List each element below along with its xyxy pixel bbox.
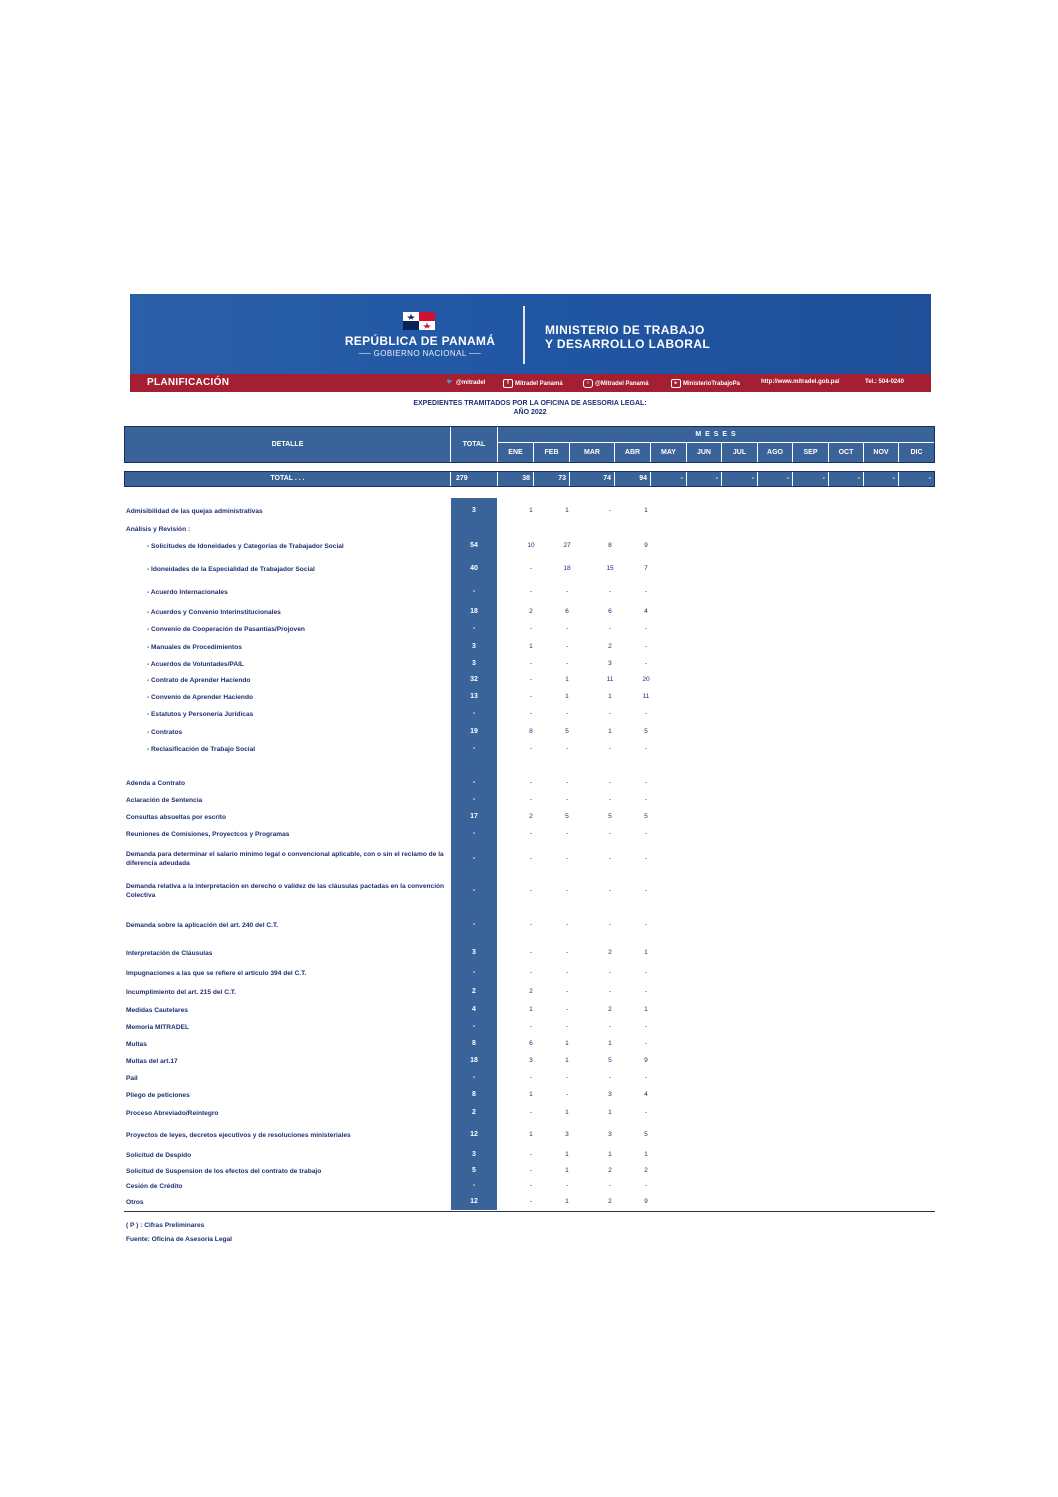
- table-bottom-rule: [124, 1211, 935, 1212]
- row-month-value: 15: [606, 565, 614, 572]
- section-label: PLANIFICACIÓN: [147, 377, 230, 388]
- row-month-value: -: [644, 796, 648, 803]
- row-month-value: 3: [608, 1131, 612, 1138]
- total-row-month-value: -: [864, 472, 898, 486]
- row-total: -: [472, 1074, 476, 1081]
- row-label: Incumplimiento del art. 215 del C.T.: [126, 989, 236, 996]
- row-month-value: -: [529, 887, 533, 894]
- row-month-value: 1: [608, 1109, 612, 1116]
- total-row-month-value: -: [829, 472, 863, 486]
- row-month-value: -: [529, 565, 533, 572]
- row-month-value: 2: [529, 813, 533, 820]
- row-month-value: -: [565, 625, 569, 632]
- row-label: - Idoneidades de la Especialidad de Trabajador Social: [147, 566, 315, 573]
- row-total: -: [472, 779, 476, 786]
- row-month-value: -: [529, 710, 533, 717]
- row-month-value: 1: [565, 1151, 569, 1158]
- row-month-value: 2: [529, 988, 533, 995]
- row-month-value: 1: [608, 1151, 612, 1158]
- row-month-value: 1: [565, 693, 569, 700]
- row-month-value: 4: [644, 1091, 648, 1098]
- row-month-value: 7: [644, 565, 648, 572]
- header-month-oct: OCT: [829, 443, 863, 462]
- row-month-value: 1: [608, 693, 612, 700]
- row-month-value: -: [644, 830, 648, 837]
- row-total: -: [472, 830, 476, 837]
- row-total: 18: [470, 608, 478, 615]
- row-month-value: -: [608, 1182, 612, 1189]
- row-month-value: -: [565, 855, 569, 862]
- row-month-value: -: [608, 1074, 612, 1081]
- row-month-value: 5: [608, 1057, 612, 1064]
- row-month-value: 5: [644, 1131, 648, 1138]
- banner-blue-band: [130, 294, 931, 374]
- row-month-value: -: [565, 949, 569, 956]
- row-month-value: -: [644, 643, 648, 650]
- total-row-month-value: 73: [534, 472, 569, 486]
- row-month-value: -: [565, 1006, 569, 1013]
- banner-divider: [523, 306, 525, 364]
- row-month-value: 9: [644, 1057, 648, 1064]
- row-label: Demanda sobre la aplicación del art. 240 del C.T.: [126, 922, 279, 929]
- row-total: 2: [472, 988, 476, 995]
- row-total: -: [472, 921, 476, 928]
- total-row-month-value: -: [758, 472, 792, 486]
- row-month-value: -: [644, 745, 648, 752]
- row-label: - Convenio de Cooperación de Pasantías/Projoven: [147, 626, 305, 633]
- row-month-value: -: [565, 643, 569, 650]
- row-label: Consultas absueltas por escrito: [126, 814, 227, 821]
- header-month-jul: JUL: [722, 443, 757, 462]
- phone-text: Tel.: 504-0240: [865, 379, 904, 385]
- row-month-value: 18: [563, 565, 571, 572]
- row-month-value: -: [565, 588, 569, 595]
- footnote-preliminary: ( P ) : Cifras Preliminares: [126, 1222, 205, 1229]
- row-label: Cesión de Crédito: [126, 1183, 183, 1190]
- row-label: Adenda a Contrato: [126, 780, 185, 787]
- header-month-sep: SEP: [793, 443, 828, 462]
- row-month-value: -: [529, 588, 533, 595]
- social-facebook[interactable]: [503, 379, 563, 388]
- report-year: AÑO 2022: [513, 409, 547, 416]
- row-label: - Acuerdos y Convenio Interinstitucionales: [147, 609, 281, 616]
- row-month-value: 1: [565, 1040, 569, 1047]
- social-twitter[interactable]: [446, 379, 485, 386]
- instagram-handle: @Mitradel Panamá: [595, 381, 649, 388]
- row-label: - Convenio de Aprender Haciendo: [147, 694, 254, 701]
- row-total: 17: [470, 813, 478, 820]
- row-month-value: -: [608, 745, 612, 752]
- row-month-value: -: [529, 1109, 533, 1116]
- banner-red-band: [130, 374, 931, 392]
- row-total: 8: [472, 1040, 476, 1047]
- row-label: Aclaración de Sentencia: [126, 797, 203, 804]
- header-month-abr: ABR: [615, 443, 650, 462]
- row-month-value: -: [565, 1091, 569, 1098]
- row-month-value: -: [644, 855, 648, 862]
- facebook-icon: f: [503, 379, 513, 388]
- row-total: 3: [472, 660, 476, 667]
- row-label: Medidas Cautelares: [126, 1007, 188, 1014]
- row-month-value: -: [565, 887, 569, 894]
- row-month-value: 5: [565, 728, 569, 735]
- row-month-value: 20: [642, 676, 650, 683]
- row-label: Proyectos de leyes, decretos ejecutivos y de resoluciones ministeriales: [126, 1132, 351, 1139]
- row-month-value: -: [529, 676, 533, 683]
- row-month-value: -: [644, 1023, 648, 1030]
- row-total: -: [472, 588, 476, 595]
- row-month-value: 3: [608, 660, 612, 667]
- row-month-value: 2: [608, 643, 612, 650]
- row-month-value: -: [565, 921, 569, 928]
- row-month-value: 1: [608, 728, 612, 735]
- row-total: 3: [472, 507, 476, 514]
- header-detalle: DETALLE: [125, 427, 450, 462]
- total-row-month-value: 38: [498, 472, 533, 486]
- row-month-value: 2: [529, 608, 533, 615]
- row-month-value: 1: [565, 1109, 569, 1116]
- row-month-value: -: [644, 969, 648, 976]
- row-month-value: 1: [565, 676, 569, 683]
- row-month-value: -: [608, 969, 612, 976]
- republica-text: REPÚBLICA DE PANAMÁ: [344, 334, 496, 348]
- row-month-value: -: [529, 969, 533, 976]
- header-month-jun: JUN: [687, 443, 721, 462]
- total-row-month-value: -: [722, 472, 757, 486]
- row-month-value: -: [608, 796, 612, 803]
- row-month-value: 6: [608, 608, 612, 615]
- row-label: Multas del art.17: [126, 1058, 178, 1065]
- ministerio-line2: Y DESARROLLO LABORAL: [545, 337, 711, 351]
- row-month-value: 9: [644, 1198, 648, 1205]
- row-month-value: 1: [565, 507, 569, 514]
- row-month-value: -: [608, 887, 612, 894]
- row-month-value: -: [644, 710, 648, 717]
- row-month-value: -: [529, 921, 533, 928]
- row-month-value: -: [608, 1023, 612, 1030]
- row-total: -: [472, 710, 476, 717]
- row-month-value: -: [529, 693, 533, 700]
- header-meses: M E S E S: [498, 427, 934, 442]
- row-month-value: 1: [529, 507, 533, 514]
- row-month-value: 2: [608, 1006, 612, 1013]
- row-month-value: -: [529, 1074, 533, 1081]
- row-month-value: 3: [529, 1057, 533, 1064]
- facebook-handle: Mitradel Panamá: [515, 381, 563, 388]
- row-label: Multas: [126, 1041, 147, 1048]
- row-month-value: 2: [608, 949, 612, 956]
- row-month-value: 4: [644, 608, 648, 615]
- row-month-value: -: [644, 921, 648, 928]
- youtube-handle: MinisterioTrabajoPa: [683, 381, 741, 388]
- row-month-value: 1: [644, 949, 648, 956]
- row-month-value: 1: [529, 643, 533, 650]
- row-label: - Reclasificación de Trabajo Social: [147, 746, 256, 753]
- row-total: 19: [470, 728, 478, 735]
- row-label: - Contratos: [147, 729, 183, 736]
- row-month-value: 1: [565, 1167, 569, 1174]
- row-total: 12: [470, 1131, 478, 1138]
- row-month-value: 5: [644, 728, 648, 735]
- row-total: -: [472, 855, 476, 862]
- row-month-value: -: [644, 779, 648, 786]
- youtube-icon: ▸: [671, 379, 681, 388]
- row-month-value: -: [529, 745, 533, 752]
- twitter-icon: 🐦: [446, 379, 454, 385]
- row-total: 32: [470, 676, 478, 683]
- row-month-value: -: [529, 855, 533, 862]
- total-column-band: [451, 498, 497, 1210]
- total-row-month-value: -: [651, 472, 686, 486]
- row-month-value: -: [608, 779, 612, 786]
- row-total: 12: [470, 1198, 478, 1205]
- row-label: Demanda para determinar el salario mínimo legal o convencional aplicable, con o sin el reclamo de la diferencia adeudada: [126, 851, 444, 867]
- row-month-value: -: [529, 660, 533, 667]
- row-month-value: -: [608, 988, 612, 995]
- row-label: Admisibilidad de las quejas administrativas: [126, 508, 263, 515]
- row-total: -: [472, 1182, 476, 1189]
- row-month-value: 1: [565, 1057, 569, 1064]
- row-total: 4: [472, 1006, 476, 1013]
- row-month-value: -: [565, 1074, 569, 1081]
- row-total: 40: [470, 565, 478, 572]
- row-month-value: 1: [529, 1006, 533, 1013]
- header-month-ene: ENE: [498, 443, 533, 462]
- row-label: - Manuales de Procedimientos: [147, 644, 242, 651]
- footnote-source: Fuente: Oficina de Asesoría Legal: [126, 1236, 233, 1243]
- row-month-value: -: [529, 1151, 533, 1158]
- header-month-feb: FEB: [534, 443, 569, 462]
- row-total: 8: [472, 1091, 476, 1098]
- row-label: Demanda relativa a la interpretación en derecho o validez de las cláusulas pactadas en la convención Colectiva: [126, 883, 445, 899]
- row-month-value: -: [644, 588, 648, 595]
- total-row-label: TOTAL . . .: [125, 472, 450, 486]
- row-month-value: 10: [527, 542, 535, 549]
- header-month-ago: AGO: [758, 443, 792, 462]
- row-month-value: 1: [644, 507, 648, 514]
- row-month-value: 1: [644, 1006, 648, 1013]
- instagram-icon: ○: [583, 379, 593, 388]
- row-label: Solicitud de Suspension de los efectos del contrato de trabajo: [126, 1168, 322, 1175]
- row-total: 13: [470, 693, 478, 700]
- row-label: - Acuerdo Internacionales: [147, 589, 228, 596]
- gobierno-label: GOBIERNO NACIONAL: [373, 349, 467, 358]
- row-month-value: 8: [529, 728, 533, 735]
- row-month-value: -: [529, 625, 533, 632]
- row-month-value: -: [565, 1023, 569, 1030]
- row-total: 5: [472, 1167, 476, 1174]
- website-link[interactable]: http://www.mitradel.gob.pa/: [761, 379, 840, 385]
- row-month-value: -: [565, 660, 569, 667]
- row-month-value: 6: [565, 608, 569, 615]
- row-month-value: -: [529, 949, 533, 956]
- row-month-value: -: [644, 660, 648, 667]
- row-month-value: 8: [608, 542, 612, 549]
- row-month-value: -: [529, 830, 533, 837]
- total-row-month-value: 94: [615, 472, 650, 486]
- row-month-value: 27: [563, 542, 571, 549]
- row-month-value: -: [565, 745, 569, 752]
- row-month-value: -: [565, 830, 569, 837]
- row-month-value: 2: [644, 1167, 648, 1174]
- header-total: TOTAL: [451, 427, 497, 462]
- row-month-value: -: [565, 710, 569, 717]
- row-total: 3: [472, 643, 476, 650]
- row-label: Proceso Abreviado/Reintegro: [126, 1110, 219, 1117]
- row-label: Reuniones de Comisiones, Proyectcos y Programas: [126, 831, 290, 838]
- row-month-value: -: [529, 1182, 533, 1189]
- row-total: -: [472, 1023, 476, 1030]
- panama-flag-icon: [403, 312, 435, 330]
- row-total: 3: [472, 949, 476, 956]
- header-month-nov: NOV: [864, 443, 898, 462]
- total-row-month-value: 74: [570, 472, 614, 486]
- social-instagram[interactable]: [583, 379, 649, 388]
- row-label: Solicitud de Despido: [126, 1152, 192, 1159]
- row-label: Otros: [126, 1199, 144, 1206]
- row-label: Impugnaciones a las que se refiere el artículo 394 del C.T.: [126, 970, 307, 977]
- row-total: -: [472, 969, 476, 976]
- row-total: 18: [470, 1057, 478, 1064]
- row-label: Pliego de peticiones: [126, 1092, 190, 1099]
- row-month-value: 2: [608, 1167, 612, 1174]
- gobierno-text: ── GOBIERNO NACIONAL ──: [358, 349, 482, 358]
- row-month-value: 1: [565, 1198, 569, 1205]
- ministerio-line1: MINISTERIO DE TRABAJO: [545, 323, 705, 337]
- row-label: Interpretación de Cláusulas: [126, 950, 213, 957]
- row-month-value: 5: [565, 813, 569, 820]
- row-month-value: 1: [608, 1040, 612, 1047]
- row-month-value: -: [565, 796, 569, 803]
- row-month-value: -: [529, 1023, 533, 1030]
- row-month-value: 2: [608, 1198, 612, 1205]
- row-month-value: 11: [642, 693, 650, 700]
- row-month-value: -: [644, 1109, 648, 1116]
- row-total: 54: [470, 542, 478, 549]
- row-label: - Acuerdos de Voluntades/PAIL: [147, 661, 244, 668]
- header-month-mar: MAR: [570, 443, 614, 462]
- row-month-value: -: [644, 887, 648, 894]
- row-month-value: 5: [644, 813, 648, 820]
- row-month-value: -: [608, 588, 612, 595]
- row-month-value: 9: [644, 542, 648, 549]
- row-label: Memoria MITRADEL: [126, 1024, 190, 1031]
- row-month-value: -: [608, 710, 612, 717]
- row-month-value: -: [608, 855, 612, 862]
- row-label: Pail: [126, 1075, 138, 1082]
- row-label: - Solicitudes de Idoneidades y Categorías de Trabajador Social: [147, 543, 344, 550]
- row-month-value: -: [565, 779, 569, 786]
- row-month-value: -: [644, 1074, 648, 1081]
- row-total: -: [472, 887, 476, 894]
- row-month-value: -: [608, 830, 612, 837]
- row-month-value: -: [565, 1182, 569, 1189]
- header-banner: [130, 294, 931, 392]
- row-month-value: -: [644, 988, 648, 995]
- row-month-value: -: [608, 921, 612, 928]
- row-month-value: -: [608, 625, 612, 632]
- twitter-handle: @mitradel: [456, 380, 486, 387]
- row-month-value: -: [529, 1198, 533, 1205]
- total-row-month-value: -: [793, 472, 828, 486]
- row-month-value: 1: [644, 1151, 648, 1158]
- row-month-value: -: [565, 969, 569, 976]
- total-row-month-value: -: [899, 472, 934, 486]
- social-youtube[interactable]: [671, 379, 740, 388]
- row-month-value: -: [644, 1040, 648, 1047]
- row-month-value: -: [608, 507, 612, 514]
- row-total: -: [472, 625, 476, 632]
- row-month-value: -: [529, 1167, 533, 1174]
- row-month-value: -: [644, 1182, 648, 1189]
- header-month-dic: DIC: [899, 443, 934, 462]
- row-month-value: 1: [529, 1131, 533, 1138]
- report-title: EXPEDIENTES TRAMITADOS POR LA OFICINA DE ASESORIA LEGAL:: [413, 400, 647, 407]
- row-total: -: [472, 745, 476, 752]
- row-total: -: [472, 796, 476, 803]
- row-month-value: 5: [608, 813, 612, 820]
- row-month-value: 6: [529, 1040, 533, 1047]
- row-label: Análisis y Revisión :: [126, 526, 191, 533]
- row-month-value: 11: [606, 676, 614, 683]
- row-month-value: -: [565, 988, 569, 995]
- row-month-value: 1: [529, 1091, 533, 1098]
- row-label: - Estatutos y Personería Jurídicas: [147, 711, 254, 718]
- row-total: 2: [472, 1109, 476, 1116]
- row-label: - Contrato de Aprender Haciendo: [147, 677, 251, 684]
- total-row-total: 279: [451, 472, 497, 486]
- row-month-value: 3: [565, 1131, 569, 1138]
- row-month-value: -: [529, 796, 533, 803]
- total-row-month-value: -: [687, 472, 721, 486]
- header-month-may: MAY: [651, 443, 686, 462]
- row-month-value: -: [529, 779, 533, 786]
- row-total: 3: [472, 1151, 476, 1158]
- row-month-value: 3: [608, 1091, 612, 1098]
- row-month-value: -: [644, 625, 648, 632]
